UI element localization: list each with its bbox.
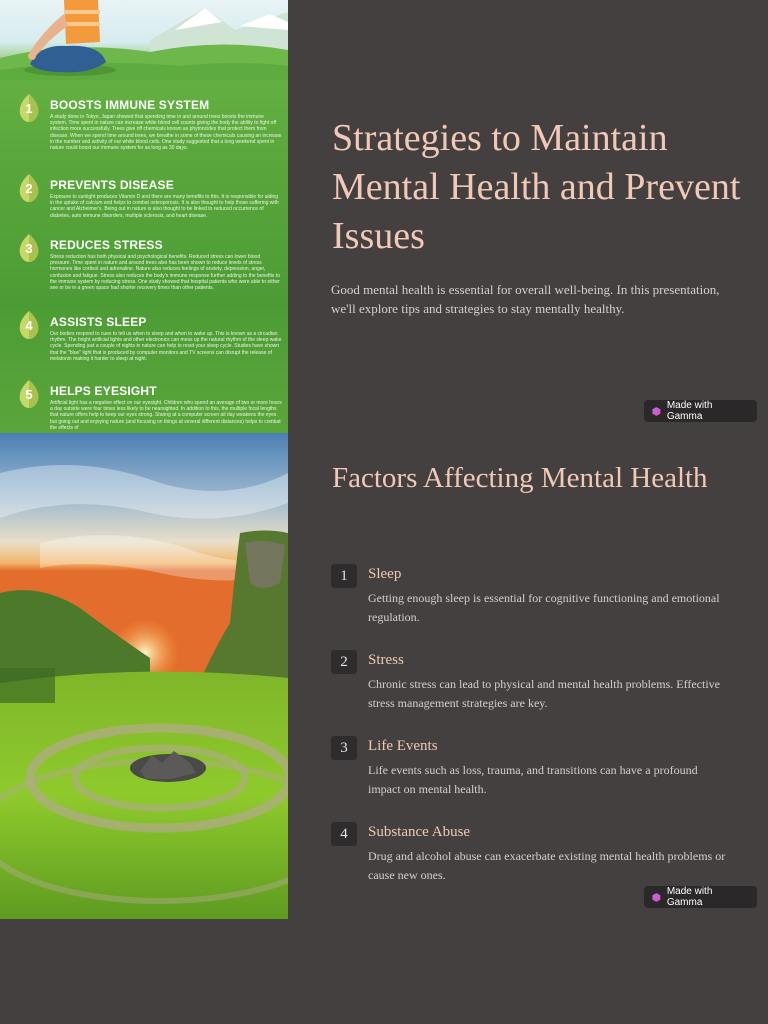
leaf-number: 3 <box>25 241 33 256</box>
factor-title: Sleep <box>368 566 402 582</box>
factor-number-badge: 3 <box>331 736 357 760</box>
factor-description: Life events such as loss, trauma, and transitions can have a profound impact on mental health. <box>368 763 698 796</box>
slide-factors <box>0 433 768 919</box>
nature-benefits-infographic <box>0 0 288 433</box>
badge-label: Made with Gamma <box>666 400 713 422</box>
slide-title: Strategies to Maintain Mental Health and Prevent Issues <box>332 117 741 257</box>
leaf-number-icon <box>18 234 40 262</box>
factor-title: Life Events <box>368 738 438 754</box>
leaf-number-icon <box>18 380 40 408</box>
factor-number-badge: 1 <box>331 564 357 588</box>
stone-circle-landscape-image <box>0 433 288 919</box>
leaf-number: 5 <box>25 387 33 402</box>
factor-title: Stress <box>368 652 404 668</box>
infographic-item-text: Our bodies respond to cues to tell us when to sleep and when to wake up. This is known as a circadian rhythm. The bright artificial lights and other electronics can mess up the natural rhythm of the sleep wake cycle. Spending just a couple of nights in nature can help to reset your sleep cycle. Studies have shown that the "blue" light that is produced by computer monitors and TV screens can disrupt the release of melatonin making it harder to sleep at night. <box>50 331 282 362</box>
leaf-number: 4 <box>25 318 33 333</box>
infographic-item-title: ASSISTS SLEEP <box>50 315 147 329</box>
infographic-item-title: BOOSTS IMMUNE SYSTEM <box>50 98 210 112</box>
infographic-hills-illustration <box>0 0 288 80</box>
leaf-number: 1 <box>25 101 33 116</box>
infographic-item-title: REDUCES STRESS <box>50 238 163 252</box>
infographic-item-text: Stress reduction has both physical and psychological benefits. Reduced stress can lower blood pressure. Time spent in nature and around trees also has been shown to reduce levels of stress hormones like cortisol and adrenaline. Nature also reduces feelings of anxiety, depression, anger, confusion and fatigue. Stress also reduces the body's immune response further adding to the benefits to the immune system by reducing stress. One study showed that hospital patients who were able to either see or be in a green space had shorter recovery times than other patients. <box>50 254 280 292</box>
factor-number-badge: 2 <box>331 650 357 674</box>
factor-number-badge: 4 <box>331 822 357 846</box>
leaf-number-icon <box>18 174 40 202</box>
infographic-item-text: A study done in Tokyo, Japan showed that spending time in and around trees boosts the immune system. Time spent in nature can increase white blood cell counts giving the body the ability to fight off infection more successfully. Trees give off chemicals known as phytoncides that protect them from disease. When we spend time around trees, we breathe in some of these chemicals causing an increase in the number and activity of our white blood cells. One study suggested that a long weekend spent in nature could boost our immune system for as long as 30 days. <box>50 114 282 152</box>
leaf-number: 2 <box>25 181 33 196</box>
infographic-item-title: HELPS EYESIGHT <box>50 384 157 398</box>
made-with-gamma-badge[interactable] <box>644 400 757 422</box>
leaf-number-icon <box>18 311 40 339</box>
slide-title: Factors Affecting Mental Health <box>332 462 708 494</box>
made-with-gamma-badge[interactable] <box>644 886 757 908</box>
factor-title: Substance Abuse <box>368 824 471 840</box>
badge-label: Made with Gamma <box>666 886 713 908</box>
gamma-logo-icon <box>652 893 661 902</box>
factor-description: Chronic stress can lead to physical and mental health problems. Effective stress management strategies are key. <box>368 677 721 710</box>
infographic-item-text: Exposure to sunlight produces Vitamin D and there are many benefits to this. It is responsible for aiding in the uptake of calcium and helps to combat osteoporosis. It is also thought to help those suffering with cancer and Alzheimer's. Being out in nature is also thought to be linked to reduced occurrence of diabetes, auto immune disorders, multiple sclerosis, and heart disease. <box>50 194 279 219</box>
slide-strategies <box>0 0 768 433</box>
gamma-logo-icon <box>652 407 661 416</box>
slide-description: Good mental health is essential for overall well-being. In this presentation, we'll explore tips and strategies to stay mentally healthy. <box>331 282 720 316</box>
infographic-item-title: PREVENTS DISEASE <box>50 178 174 192</box>
leaf-number-icon <box>18 94 40 122</box>
factor-description: Drug and alcohol abuse can exacerbate existing mental health problems or cause new ones. <box>368 849 726 882</box>
infographic-item-text: Artificial light has a negative effect on our eyesight. Children who spend an average of two or more hours a day outside were four times less likely to be nearsighted. In addition to this, the multiple focal lengths that nature offers help to keep our eyes strong. Staring at a computer screen all day weakens the eyes but going out and enjoying nature (and focusing on things at several different distances) helps to combat the effects of <box>50 400 282 431</box>
factor-description: Getting enough sleep is essential for cognitive functioning and emotional regulation. <box>368 591 720 624</box>
